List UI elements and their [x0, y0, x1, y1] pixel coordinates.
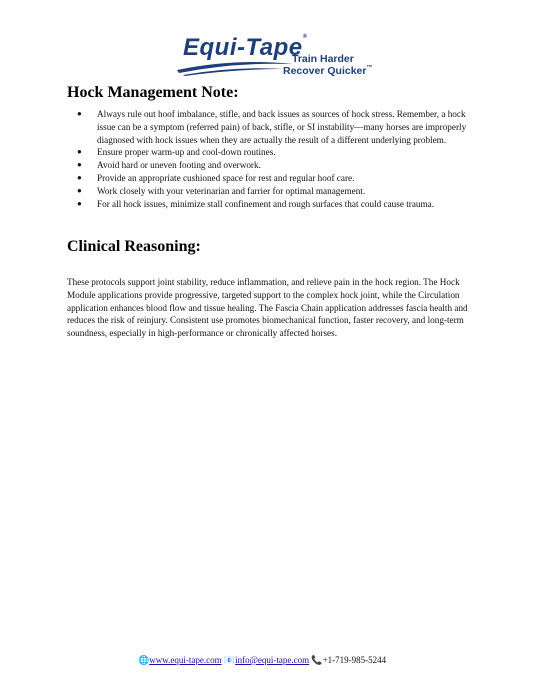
email-link[interactable]: info@equi-tape.com — [235, 655, 310, 665]
logo-tagline-1: Train Harder — [292, 53, 354, 65]
list-item: ● Work closely with your veterinarian and farrier for optimal management. — [77, 185, 366, 196]
list-item: ● For all hock issues, minimize stall confinement and rough surfaces that could cause trauma. — [77, 198, 435, 209]
bullet-icon: ● — [77, 147, 82, 157]
globe-icon: 🌐 — [138, 655, 150, 665]
bullet-icon: ● — [77, 109, 82, 118]
contact-footer — [138, 655, 386, 666]
swoosh-icon — [175, 60, 295, 76]
list-item: ● Ensure proper warm-up and cool-down routines. — [77, 147, 276, 158]
email-icon: 📧 — [223, 655, 236, 665]
clinical-reasoning-paragraph: These protocols support joint stability, reduce inflammation, and relieve pain in the hock region. The Hock Module applications provide progressive, targeted support to the complex hock joint, while the Circulation application enhances blood flow and tissue healing. The Fascia Chain application addresses fascia health and reduces the risk of reinjury. Consistent use promotes biomechanical function, faster recovery, and long-term soundness, especially in high-performance or chronically affected horses. — [67, 277, 468, 339]
logo-tagline-2: Recover Quicker™ — [283, 65, 373, 77]
list-item: ● Avoid hard or uneven footing and overwork. — [77, 160, 261, 171]
list-item: ● Always rule out hoof imbalance, stifle, and back issues as sources of hock stress. Remember, a hock issue can be a symptom (referred pain) of back, stifle, or SI instability—many horses are improperly diagnosed with hock issues when they are actually the result of a different underlying problem. — [77, 109, 467, 145]
list-item: ● Provide an appropriate cushioned space for rest and regular hoof care. — [77, 172, 355, 183]
bullet-icon: ● — [77, 185, 82, 195]
bullet-icon: ● — [77, 160, 82, 170]
bullet-icon: ● — [77, 172, 82, 182]
hock-management-heading: Hock Management Note: — [67, 84, 239, 101]
hock-bullet-list — [71, 108, 481, 210]
logo-brand: Equi-Tape® — [183, 34, 308, 61]
equi-tape-logo — [175, 34, 375, 78]
clinical-reasoning-heading: Clinical Reasoning: — [67, 238, 201, 255]
website-link[interactable]: www.equi-tape.com — [149, 655, 222, 665]
bullet-icon: ● — [77, 198, 82, 208]
phone-number: +1-719-985-5244 — [322, 655, 387, 665]
phone-icon: 📞 — [311, 655, 323, 665]
